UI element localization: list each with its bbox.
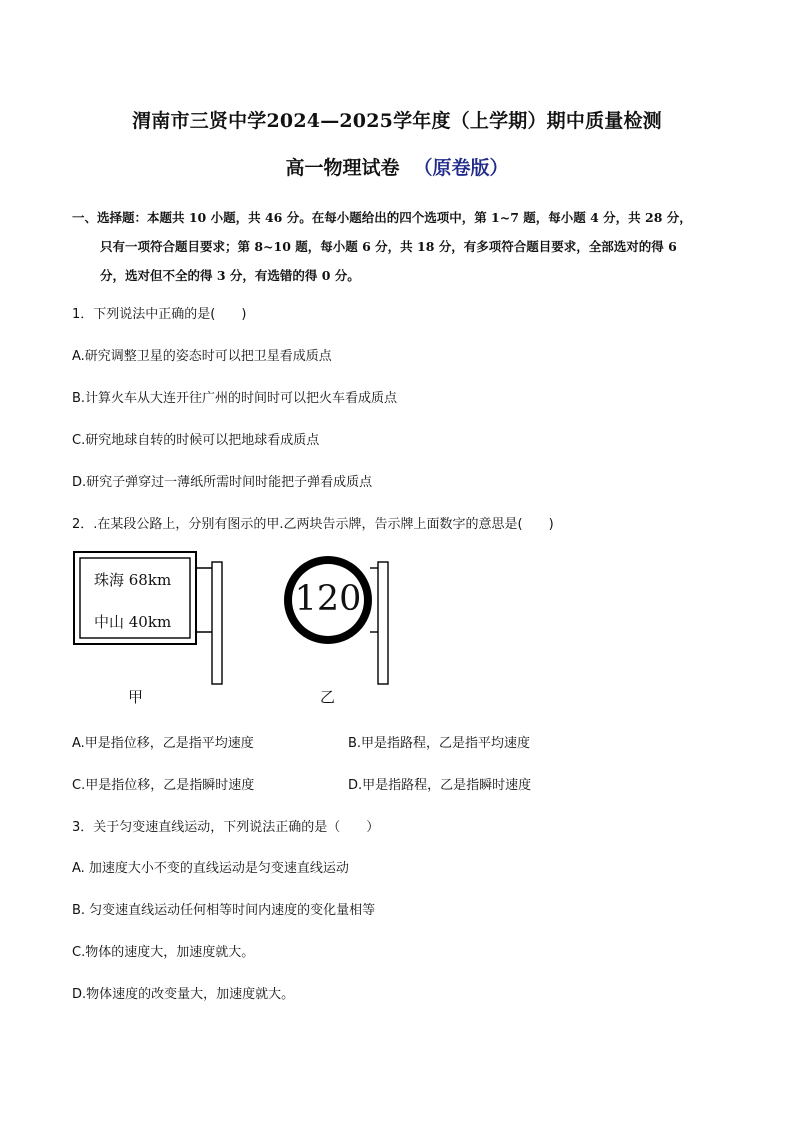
page-subtitle (0, 153, 794, 180)
question-3-option-a: A. 加速度大小不变的直线运动是匀变速直线运动 (72, 861, 349, 876)
sign-a-label: 甲 (128, 688, 144, 706)
question-2-option-a: A.甲是指位移，乙是指平均速度 (72, 736, 254, 751)
question-1-option-d: D.研究子弹穿过一薄纸所需时间时能把子弹看成质点 (72, 475, 373, 490)
subtitle-tag: （原卷版） (413, 157, 509, 179)
question-3-option-b: B. 匀变速直线运动任何相等时间内速度的变化量相等 (72, 903, 376, 918)
question-3-option-c: C.物体的速度大，加速度就大。 (72, 945, 255, 960)
question-2-option-b: B.甲是指路程，乙是指平均速度 (348, 736, 531, 751)
section-instructions-line1: 一、选择题：本题共 10 小题，共 46 分。在每小题给出的四个选项中，第 1~7 题，每小题 4 分，共 28 分， (72, 210, 692, 225)
question-1-option-b: B.计算火车从大连开往广州的时间时可以把火车看成质点 (72, 391, 398, 406)
question-2-stem: 2．.在某段公路上，分别有图示的甲.乙两块告示牌，告示牌上面数字的意思是( ) (72, 517, 554, 532)
sign-b-label: 乙 (320, 688, 336, 706)
sign-a-line1: 珠海 68km (94, 571, 172, 589)
question-1-stem: 1．下列说法中正确的是( ) (72, 307, 247, 322)
question-1-option-c: C.研究地球自转的时候可以把地球看成质点 (72, 433, 320, 448)
question-3-stem: 3．关于匀变速直线运动，下列说法正确的是（ ） (72, 820, 380, 835)
subtitle-text: 高一物理试卷 (285, 157, 400, 179)
sign-b-speed-limit (284, 556, 388, 684)
question-1-option-a: A.研究调整卫星的姿态时可以把卫星看成质点 (72, 349, 332, 364)
section-instructions-line2: 只有一项符合题目要求；第 8~10 题，每小题 6 分，共 18 分，有多项符合题目要求，全部选对的得 6 (100, 239, 677, 254)
question-2-figure (72, 548, 402, 708)
sign-a-line2: 中山 40km (94, 613, 172, 631)
question-2-option-d: D.甲是指路程，乙是指瞬时速度 (348, 778, 532, 793)
question-2-option-c: C.甲是指位移，乙是指瞬时速度 (72, 778, 255, 793)
section-instructions-line3: 分，选对但不全的得 3 分，有选错的得 0 分。 (100, 268, 360, 283)
question-3-option-d: D.物体速度的改变量大，加速度就大。 (72, 987, 295, 1002)
sign-b-number: 120 (294, 579, 362, 619)
page-title: 渭南市三贤中学2024—2025学年度（上学期）期中质量检测 (132, 110, 662, 132)
